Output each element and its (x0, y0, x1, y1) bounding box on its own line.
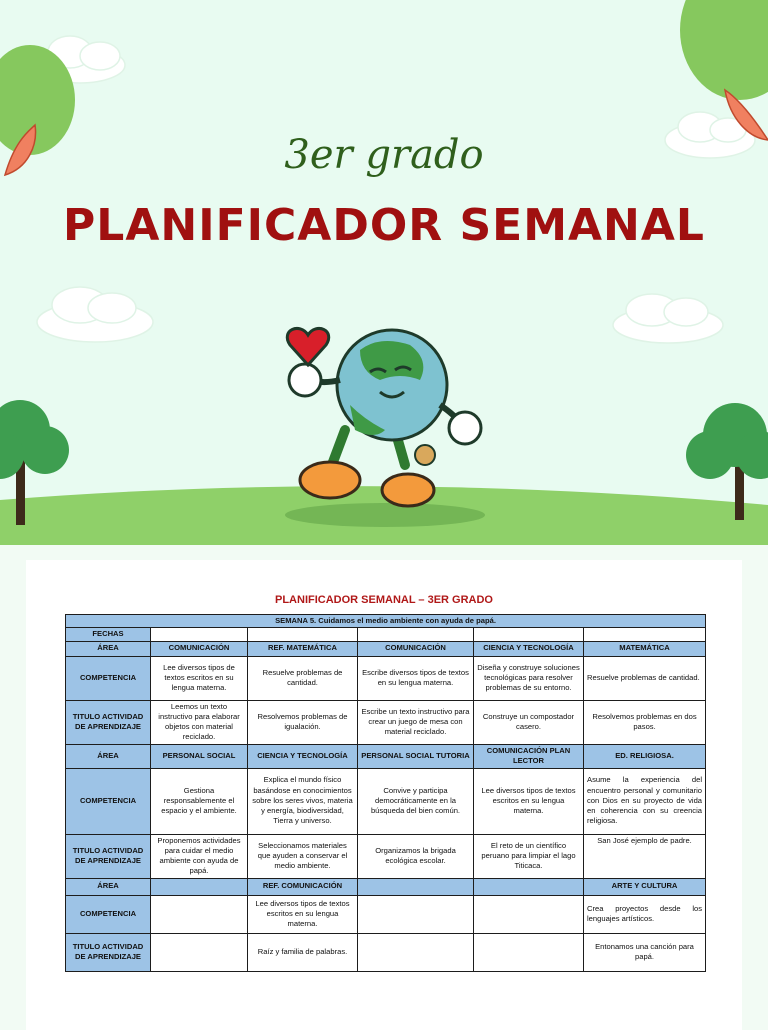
date-cell (248, 628, 358, 641)
area-label: ÁREA (66, 744, 151, 768)
planner-table (65, 614, 706, 972)
titulo-row (66, 834, 706, 878)
grade-subtitle: 3er grado (284, 132, 484, 178)
titulo-cell: Leemos un texto instructivo para elaborar objetos con material reciclado. (151, 700, 248, 744)
competencia-row (66, 895, 706, 933)
titulo-cell: Resolvemos problemas de igualación. (248, 700, 358, 744)
area-cell: REF. COMUNICACIÓN (248, 878, 358, 895)
competencia-cell: Lee diversos tipos de textos escritos en su lengua materna. (151, 656, 248, 700)
date-cell (474, 628, 584, 641)
competencia-label: COMPETENCIA (66, 656, 151, 700)
competencia-cell: Crea proyectos desde los lenguajes artísticos. (584, 895, 706, 933)
titulo-row (66, 933, 706, 971)
area-cell: ED. RELIGIOSA. (584, 744, 706, 768)
titulo-cell: Raíz y familia de palabras. (248, 933, 358, 971)
dates-row (66, 628, 706, 641)
competencia-cell: Lee diversos tipos de textos escritos en su lengua materna. (248, 895, 358, 933)
area-cell: PERSONAL SOCIAL (151, 744, 248, 768)
competencia-cell: Explica el mundo físico basándose en conocimientos sobre los seres vivos, materia y energía, biodiversidad, Tierra y universo. (248, 768, 358, 834)
area-cell: REF. MATEMÁTICA (248, 641, 358, 656)
competencia-cell: Diseña y construye soluciones tecnológicas para resolver problemas de su entorno. (474, 656, 584, 700)
competencia-cell: Convive y participa democráticamente en la búsqueda del bien común. (358, 768, 474, 834)
titulo-cell: Entonamos una canción para papá. (584, 933, 706, 971)
titulo-cell: San José ejemplo de padre. (584, 834, 706, 878)
area-cell: CIENCIA Y TECNOLOGÍA (248, 744, 358, 768)
titulo-cell: Organizamos la brigada ecológica escolar. (358, 834, 474, 878)
area-cell (358, 878, 474, 895)
cover-title: PLANIFICADOR SEMANAL (63, 200, 705, 251)
titulo-label: TITULO ACTIVIDAD DE APRENDIZAJE (66, 933, 151, 971)
competencia-label: COMPETENCIA (66, 768, 151, 834)
titulo-cell: Proponemos actividades para cuidar el medio ambiente con ayuda de papá. (151, 834, 248, 878)
competencia-cell: Gestiona responsablemente el espacio y el ambiente. (151, 768, 248, 834)
titulo-cell: Escribe un texto instructivo para crear un juego de mesa con material reciclado. (358, 700, 474, 744)
competencia-row (66, 768, 706, 834)
competencia-cell: Resuelve problemas de cantidad. (584, 656, 706, 700)
area-row (66, 641, 706, 656)
competencia-cell: Resuelve problemas de cantidad. (248, 656, 358, 700)
area-row (66, 744, 706, 768)
titulo-row (66, 700, 706, 744)
area-cell: MATEMÁTICA (584, 641, 706, 656)
date-cell (358, 628, 474, 641)
date-cell (584, 628, 706, 641)
area-cell: COMUNICACIÓN (151, 641, 248, 656)
titulo-cell (358, 933, 474, 971)
week-row (66, 615, 706, 628)
competencia-cell: Asume la experiencia del encuentro personal y comunitario con Dios en su proyecto de vida en coherencia con su creencia religiosa. (584, 768, 706, 834)
earth-character-icon (287, 328, 481, 506)
area-row (66, 878, 706, 895)
competencia-cell (358, 895, 474, 933)
competencia-cell (474, 895, 584, 933)
competencia-cell: Escribe diversos tipos de textos en su lengua materna. (358, 656, 474, 700)
area-cell: COMUNICACIÓN (358, 641, 474, 656)
titulo-cell: Seleccionamos materiales que ayuden a conservar el medio ambiente. (248, 834, 358, 878)
area-cell: PERSONAL SOCIAL TUTORIA (358, 744, 474, 768)
titulo-cell: El reto de un científico peruano para limpiar el lago Titicaca. (474, 834, 584, 878)
planner-title: PLANIFICADOR SEMANAL – 3ER GRADO (275, 594, 493, 606)
titulo-label: TITULO ACTIVIDAD DE APRENDIZAJE (66, 700, 151, 744)
date-cell (151, 628, 248, 641)
area-cell: COMUNICACIÓN PLAN LECTOR (474, 744, 584, 768)
area-label: ÁREA (66, 641, 151, 656)
competencia-cell (151, 895, 248, 933)
competencia-cell: Lee diversos tipos de textos escritos en su lengua materna. (474, 768, 584, 834)
area-cell: ARTE Y CULTURA (584, 878, 706, 895)
titulo-cell (151, 933, 248, 971)
area-cell (151, 878, 248, 895)
titulo-label: TITULO ACTIVIDAD DE APRENDIZAJE (66, 834, 151, 878)
competencia-row (66, 656, 706, 700)
titulo-cell: Resolvemos problemas en dos pasos. (584, 700, 706, 744)
competencia-label: COMPETENCIA (66, 895, 151, 933)
area-label: ÁREA (66, 878, 151, 895)
area-cell: CIENCIA Y TECNOLOGÍA (474, 641, 584, 656)
week-title: SEMANA 5. Cuidamos el medio ambiente con ayuda de papá. (66, 615, 706, 628)
area-cell (474, 878, 584, 895)
titulo-cell (474, 933, 584, 971)
dates-label: FECHAS (66, 628, 151, 641)
titulo-cell: Construye un compostador casero. (474, 700, 584, 744)
